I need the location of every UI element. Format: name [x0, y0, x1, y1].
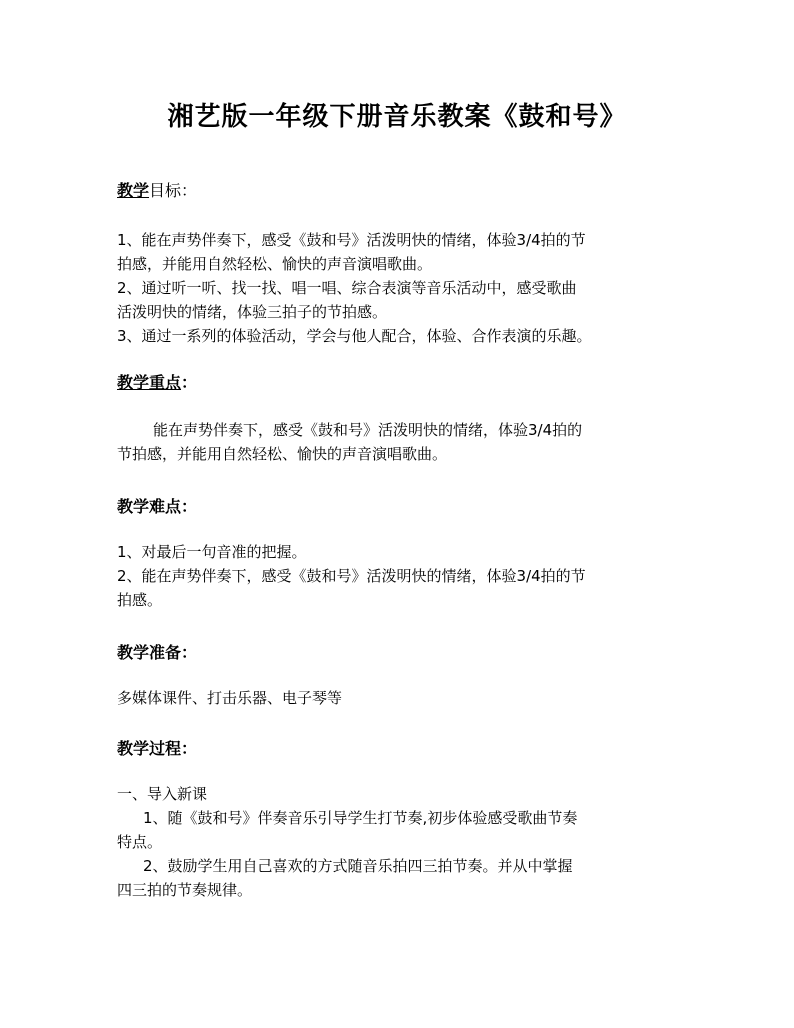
process-line: 四三拍的节奏规律。 [117, 881, 253, 899]
objectives-line: 活泼明快的情绪，体验三拍子的节拍感。 [117, 303, 388, 321]
difficulties-paragraph [117, 540, 697, 612]
preparation-paragraph [117, 686, 697, 710]
process-paragraph [117, 782, 697, 902]
difficulties-line: 拍感。 [117, 591, 163, 609]
key-points-line: 节拍感，并能用自然轻松、愉快的声音演唱歌曲。 [117, 445, 448, 463]
objectives-line: 3、通过一系列的体验活动，学会与他人配合，体验、合作表演的乐趣。 [117, 327, 592, 345]
key-points-line: 能在声势伴奏下，感受《鼓和号》活泼明快的情绪，体验3/4拍的 [153, 421, 583, 439]
objectives-line: 拍感，并能用自然轻松、愉快的声音演唱歌曲。 [117, 255, 433, 273]
key-points-heading [117, 370, 197, 393]
process-line: 1、随《鼓和号》伴奏音乐引导学生打节奏,初步体验感受歌曲节奏 [143, 809, 578, 827]
objectives-paragraph [117, 228, 697, 348]
objectives-line: 1、能在声势伴奏下，感受《鼓和号》活泼明快的情绪，体验3/4拍的节 [117, 231, 586, 249]
difficulties-heading: 教学难点： [117, 497, 198, 516]
objectives-line: 2、通过听一听、找一找、唱一唱、综合表演等音乐活动中，感受歌曲 [117, 279, 577, 297]
objectives-heading-rest: 目标： [149, 181, 198, 200]
difficulties-line: 1、对最后一句音准的把握。 [117, 543, 307, 561]
document-title: 湘艺版一年级下册音乐教案《鼓和号》 [167, 102, 627, 132]
key-points-paragraph [117, 418, 697, 466]
process-line: 特点。 [117, 833, 163, 851]
process-line: 2、鼓励学生用自己喜欢的方式随音乐拍四三拍节奏。并从中掌握 [143, 857, 573, 875]
objectives-heading [117, 178, 197, 201]
objectives-heading-underlined: 教学 [117, 181, 150, 200]
difficulties-line: 2、能在声势伴奏下，感受《鼓和号》活泼明快的情绪，体验3/4拍的节 [117, 567, 586, 585]
preparation-line: 多媒体课件、打击乐器、电子琴等 [117, 689, 343, 707]
preparation-heading: 教学准备： [117, 643, 198, 662]
key-points-heading-underlined: 教学重点 [117, 373, 182, 392]
process-line: 一、导入新课 [117, 785, 208, 803]
process-heading: 教学过程： [117, 739, 198, 758]
key-points-heading-rest: ： [181, 373, 198, 392]
